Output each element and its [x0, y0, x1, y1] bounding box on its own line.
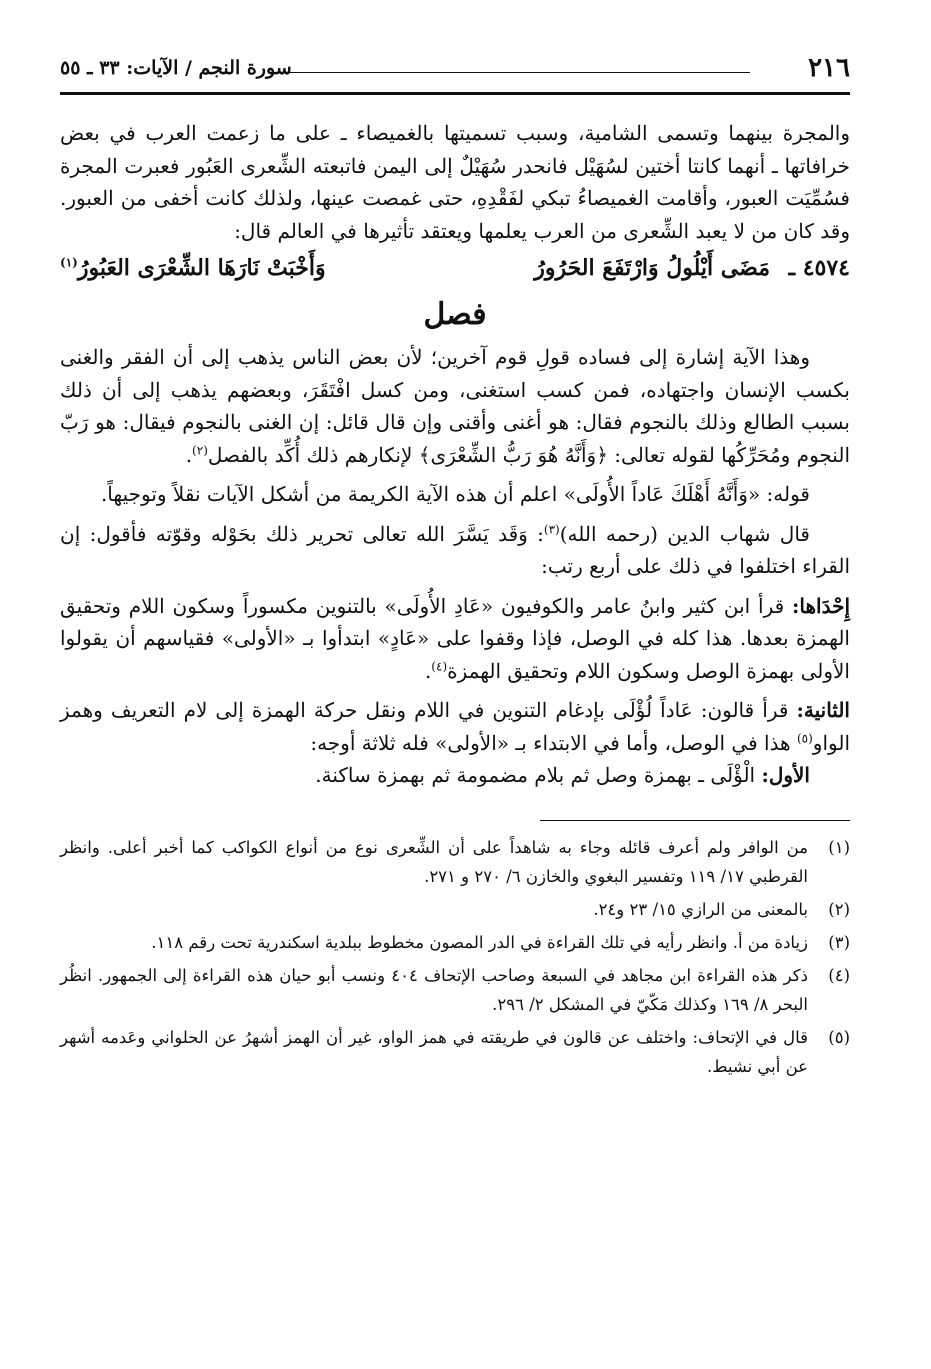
reading-label: الأول:	[761, 763, 810, 787]
footnote-separator	[540, 820, 850, 821]
footnote-text: من الوافر ولم أعرف قائله وجاء به شاهداً على أن الشِّعرى نوع من أنواع الكواكب كما أخبر أعلى. وانظر القرطبي ١٧/ ١١٩ وتفسير البغوي والخازن ٦/ ٢٧٠ و ٢٧١.	[60, 837, 808, 886]
page-number: ٢١٦	[808, 53, 850, 83]
footnotes	[60, 833, 850, 1081]
footnote-number: (٢)	[828, 899, 850, 919]
footnote-text: زيادة من أ. وانظر رأيه في تلك القراءة في الدر المصون مخطوط ببلدية اسكندرية تحت رقم ١١٨.	[151, 932, 808, 952]
footnote-number: (٣)	[828, 932, 850, 952]
paragraph-second-reading	[60, 694, 850, 759]
footnote	[60, 1023, 850, 1081]
footnote	[60, 895, 850, 924]
paragraph-first-way	[60, 759, 850, 792]
footnote-number: (٥)	[828, 1027, 850, 1047]
footnote	[60, 833, 850, 891]
paragraph-text: قال شهاب الدين (رحمه الله)	[559, 521, 810, 546]
footnote-text: بالمعنى من الرازي ١٥/ ٢٣ و٢٤.	[593, 899, 808, 919]
verse-hemistich-2-wrap	[60, 249, 326, 287]
section-heading: فصل	[423, 297, 487, 332]
paragraph-first-reading: إِحْدَاها: قرأ ابن كثير وابنُ عامر والكوفيون «عَادِ الأُولَى» بالتنوين مكسوراً وسكون اللام وتحقيق الهمزة بعدها. هذا كله في الوصل، فإذا وقفوا على «عَادٍ» ابتدأوا بـ «الأولى» فقياسهم أن يقولوا الأولى بهمزة الوصل وسكون اللام وتحقيق الهمزة$^{(٤)}$.	[60, 593, 850, 683]
footnote	[60, 961, 850, 1019]
running-title: سورة النجم / الآيات: ٣٣ ـ ٥٥	[60, 57, 292, 79]
paragraph-text: قرأ ابن كثير وابنُ عامر والكوفيون «عَادِ الأُولَى» بالتنوين مكسوراً وسكون اللام وتحقيق الهمزة بعدها. هذا كله في الوصل، فإذا وقفوا على «عَادٍ» ابتدأوا بـ «الأولى» فقياسهم أن يقولوا الأولى بهمزة الوصل وسكون اللام وتحقيق الهمزة	[60, 593, 850, 683]
footnote-ref: (٤)	[431, 658, 448, 673]
footnote-text: ذكر هذه القراءة ابن مجاهد في السبعة وصاحب الإتحاف ٤٠٤ ونسب أبو حيان هذه القراءة إلى الجمهور. انظُر البحر ٨/ ١٦٩ وكذلك مَكّيّ في المشكل ٢/ ٢٩٦.	[60, 965, 808, 1014]
book-page	[60, 48, 850, 1085]
paragraph-text: هذا في الوصل، وأما في الابتداء بـ «الأولى» فله ثلاثة أوجه:	[310, 730, 797, 755]
verse-number: ٤٥٧٤ ـ	[788, 255, 850, 281]
paragraph-text: قرأ قالون: عَاداً لُؤْلَى بإدغام التنوين في اللام ونقل حركة الهمزة إلى لام التعريف وهمز الواو	[60, 698, 850, 755]
poetry-verse	[60, 249, 850, 287]
footnote-ref: (٥)	[796, 730, 813, 745]
paragraph-shihab	[60, 518, 850, 583]
footnote-ref: (٣)	[543, 521, 560, 536]
page-header	[60, 48, 850, 95]
reading-label: الثانية:	[796, 698, 850, 722]
paragraph-fasl: وهذا الآية إشارة إلى فساده قولِ قوم آخرين؛ لأن بعض الناس يذهب إلى أن الفقر والغنى بكسب الإنسان واجتهاده، فمن كسب استغنى، ومن كسل افْتَقَرَ، وبعضهم يذهب إلى أن ذلك بسبب الطالع وذلك بالنجوم فقال: هو أغنى وأقنى وإن قال قائل: إن الغنى بالنجوم فيقال: هو رَبّ النجوم ومُحَرِّكُها لقوله تعالى: ﴿وَأَنَّهُ هُوَ رَبُّ الشِّعْرَى﴾ لإنكارهم ذلك أُكِّد بالفصل$^{(٢)}$.	[60, 345, 850, 467]
footnote-text: قال في الإتحاف: واختلف عن قالون في طريقته في همز الواو، غير أن الهمز أشهرُ عن الحلواني وعَدمه أشهر عن أبي نشيط.	[60, 1027, 808, 1076]
reading-label: إِحْدَاها:	[792, 593, 850, 618]
footnote-ref: (١)	[60, 255, 78, 270]
footnote-ref: (٢)	[192, 442, 208, 457]
footnote-number: (٤)	[828, 965, 850, 985]
paragraph-intro: والمجرة بينهما وتسمى الشامية، وسبب تسميتها بالغميصاء ـ على ما زعمت العرب في بعض خرافاتها ـ أنهما كانتا أختين لسُهَيْل فانحدر سُهَيْلٌ إلى اليمن فاتبعته الشِّعرى العَبُور فعبرت المجرة فسُمِّيَت العبور، وأقامت الغميصاءُ تبكي لفَقْدِهِ، حتى غمصت عينها، ولذلك كانت أخفى من العبور. وقد كان من لا يعبد الشِّعرى من العرب يعلمها ويعتقد تأثيرها في العالم قال:	[60, 121, 850, 243]
verse-hemistich-1: مَضَى أَيْلُولُ وَارْتَفَعَ الحَرُورُ	[534, 255, 770, 281]
header-rule	[275, 72, 750, 73]
paragraph-qawluhu: قوله: «وَأَنَّهُ أَهْلَكَ عَاداً الأُولَى» اعلم أن هذه الآية الكريمة من أشكل الآيات نقلاً وتوجيهاً.	[100, 482, 810, 506]
paragraph-text: الْؤْلَى ـ بهمزة وصل ثم بلام مضمومة ثم بهمزة ساكنة.	[315, 763, 762, 787]
paragraph-text: وهذا الآية إشارة إلى فساده قولِ قوم آخرين؛ لأن بعض الناس يذهب إلى أن الفقر والغنى بكسب الإنسان واجتهاده، فمن كسب استغنى، ومن كسل افْتَقَرَ، وبعضهم يذهب إلى أن ذلك بسبب الطالع وذلك بالنجوم فقال: هو أغنى وأقنى وإن قال قائل: إن الغنى بالنجوم فيقال: هو رَبّ النجوم ومُحَرِّكُها لقوله تعالى: ﴿وَأَنَّهُ هُوَ رَبُّ الشِّعْرَى﴾ لإنكارهم ذلك أُكِّد بالفصل	[60, 345, 850, 467]
footnote	[60, 928, 850, 957]
main-text	[60, 117, 850, 792]
footnote-number: (١)	[828, 837, 850, 857]
verse-hemistich-2: وَأَخْبَتْ نَارَهَا الشِّعْرَى العَبُورُ	[77, 255, 326, 281]
paragraph-text: : وَقَد يَسَّرَ الله تعالى تحرير ذلك بحَوْله وقوّته فأقول: إن القراء اختلفوا في ذلك على أربع رتب:	[60, 521, 850, 578]
